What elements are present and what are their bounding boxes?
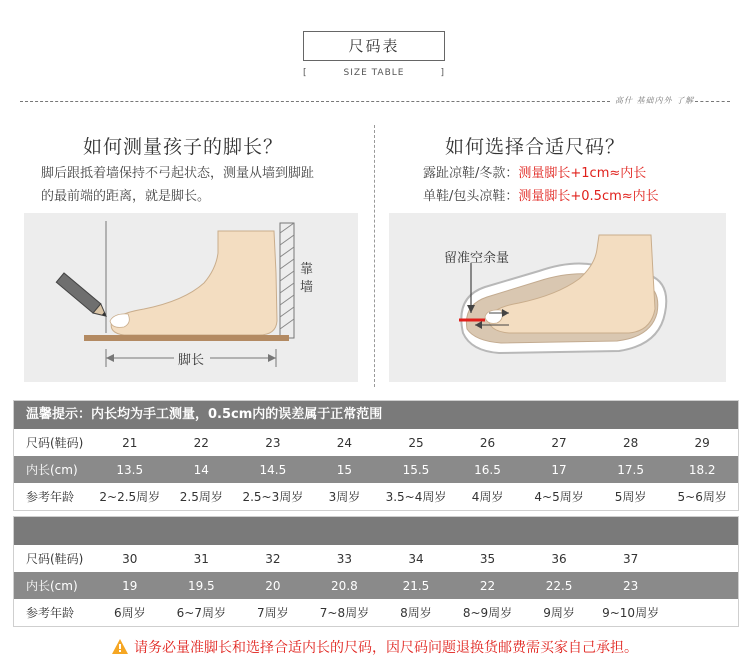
left-desc	[41, 162, 314, 208]
table-cell: 19	[94, 572, 166, 599]
right-rules	[423, 162, 659, 208]
table-row	[14, 572, 738, 599]
table-cell	[666, 545, 738, 572]
row-header: 参考年龄	[14, 599, 94, 626]
table-cell: 35	[452, 545, 524, 572]
table-row	[14, 599, 738, 626]
table-row	[14, 483, 738, 510]
table-cell: 17.5	[595, 456, 667, 483]
table-row	[14, 456, 738, 483]
table-cell: 37	[595, 545, 667, 572]
table-cell: 19.5	[166, 572, 238, 599]
table-cell: 8~9周岁	[452, 599, 524, 626]
row-header: 尺码(鞋码)	[14, 545, 94, 572]
rule-single	[423, 185, 659, 208]
page-title: 尺码表	[303, 31, 445, 61]
table-cell: 6~7周岁	[166, 599, 238, 626]
row-header: 参考年龄	[14, 483, 94, 510]
table-cell: 23	[237, 429, 309, 456]
table-cell: 22	[452, 572, 524, 599]
row-header: 内长(cm)	[14, 572, 94, 599]
row-header: 内长(cm)	[14, 456, 94, 483]
table-cell: 5周岁	[595, 483, 667, 510]
row-header: 尺码(鞋码)	[14, 429, 94, 456]
table-cell: 9~10周岁	[595, 599, 667, 626]
table-cell: 27	[523, 429, 595, 456]
wall-label-2: 墙	[300, 280, 314, 295]
table-cell: 15.5	[380, 456, 452, 483]
wall-label-1: 靠	[300, 262, 314, 277]
rule-single-label: 单鞋/包头凉鞋：	[423, 189, 519, 204]
table-cell: 7~8周岁	[309, 599, 381, 626]
table-cell: 13.5	[94, 456, 166, 483]
table-cell: 2~2.5周岁	[94, 483, 166, 510]
space-label: 留准空余量	[444, 251, 510, 266]
subtitle-bracket-left: [	[303, 68, 308, 78]
right-title: 如何选择合适尺码？	[445, 136, 626, 158]
table-row	[14, 429, 738, 456]
left-desc-line2: 的最前端的距离，就是脚长。	[41, 189, 211, 204]
floor-shape	[84, 335, 289, 341]
rule-single-value: 测量脚长+0.5cm≈内长	[518, 189, 659, 204]
warning-icon	[112, 639, 128, 654]
header-signature: 高什 基础内外 了解	[615, 96, 695, 105]
warning-note	[0, 637, 750, 657]
table-cell: 24	[309, 429, 381, 456]
rule-winter-value: 测量脚长+1cm≈内长	[518, 166, 647, 181]
size-table-1	[13, 400, 739, 511]
size-table-2	[13, 516, 739, 627]
table-cell: 25	[380, 429, 452, 456]
wall-label	[300, 261, 313, 297]
left-title: 如何测量孩子的脚长？	[83, 136, 284, 158]
table-row	[14, 545, 738, 572]
section-divider	[374, 125, 375, 387]
table-cell: 5~6周岁	[666, 483, 738, 510]
table-2-header-bar	[14, 517, 738, 545]
header-divider	[20, 101, 610, 102]
table-1-title: 温馨提示：内长均为手工测量，0.5cm内的误差属于正常范围	[14, 401, 738, 429]
table-cell: 21.5	[380, 572, 452, 599]
table-cell: 3周岁	[309, 483, 381, 510]
size-table-1-grid	[14, 429, 738, 510]
table-cell: 22	[166, 429, 238, 456]
rule-winter	[423, 162, 659, 185]
table-cell	[666, 572, 738, 599]
table-cell: 29	[666, 429, 738, 456]
subtitle-text: SIZE TABLE	[343, 68, 405, 78]
foot-length-label: 脚长	[178, 353, 205, 368]
table-cell: 30	[94, 545, 166, 572]
table-cell	[666, 599, 738, 626]
toe-nail	[110, 314, 129, 328]
table-cell: 6周岁	[94, 599, 166, 626]
page-subtitle	[303, 68, 445, 78]
table-cell: 8周岁	[380, 599, 452, 626]
table-cell: 2.5周岁	[166, 483, 238, 510]
table-cell: 4~5周岁	[523, 483, 595, 510]
warning-text: 请务必量准脚长和选择合适内长的尺码，因尺码问题退换货邮费需买家自己承担。	[134, 640, 638, 656]
subtitle-bracket-right: ]	[440, 68, 445, 78]
pencil-icon	[56, 273, 110, 321]
table-cell: 31	[166, 545, 238, 572]
size-table-2-grid	[14, 545, 738, 626]
table-cell: 2.5~3周岁	[237, 483, 309, 510]
rule-winter-label: 露趾凉鞋/冬款：	[423, 166, 519, 181]
table-cell: 22.5	[523, 572, 595, 599]
shoe-foot-svg	[389, 213, 726, 382]
left-desc-line1: 脚后跟抵着墙保持不弓起状态，测量从墙到脚趾	[41, 166, 315, 181]
table-cell: 20.8	[309, 572, 381, 599]
shoe-illustration	[389, 213, 726, 382]
table-cell: 15	[309, 456, 381, 483]
table-cell: 21	[94, 429, 166, 456]
table-cell: 36	[523, 545, 595, 572]
table-cell: 18.2	[666, 456, 738, 483]
table-cell: 26	[452, 429, 524, 456]
table-cell: 20	[237, 572, 309, 599]
table-cell: 33	[309, 545, 381, 572]
table-cell: 16.5	[452, 456, 524, 483]
table-cell: 14	[166, 456, 238, 483]
table-cell: 23	[595, 572, 667, 599]
table-cell: 17	[523, 456, 595, 483]
table-cell: 7周岁	[237, 599, 309, 626]
foot-shape	[111, 231, 277, 335]
table-cell: 34	[380, 545, 452, 572]
table-cell: 3.5~4周岁	[380, 483, 452, 510]
table-cell: 4周岁	[452, 483, 524, 510]
table-cell: 32	[237, 545, 309, 572]
header-divider-right	[695, 101, 730, 102]
table-cell: 9周岁	[523, 599, 595, 626]
table-cell: 28	[595, 429, 667, 456]
table-cell: 14.5	[237, 456, 309, 483]
